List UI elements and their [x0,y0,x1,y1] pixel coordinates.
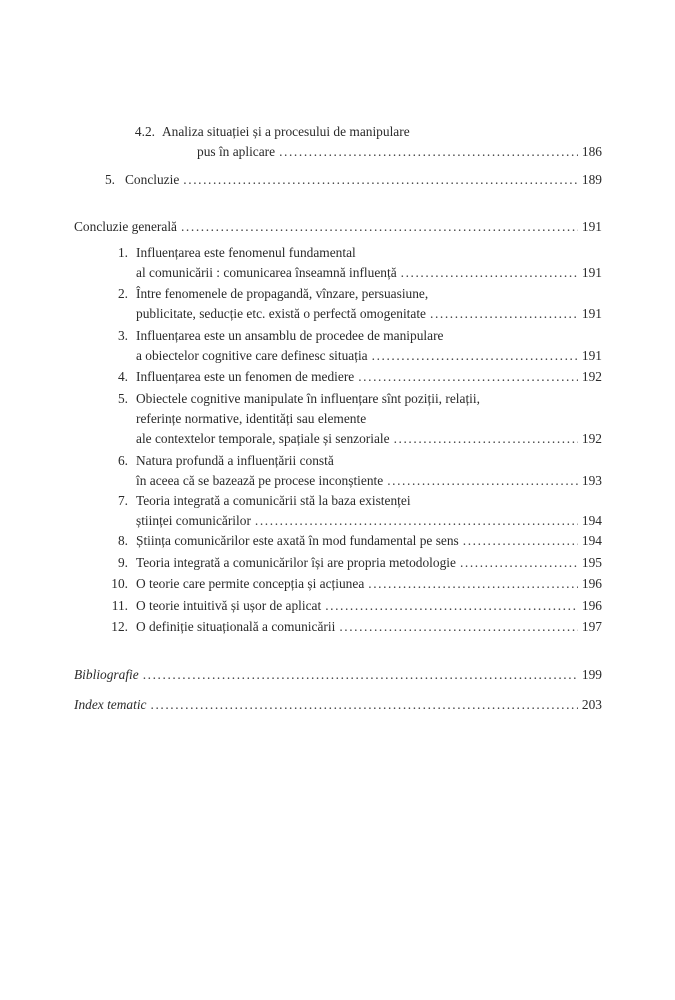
toc-line [0,553,675,573]
toc-page: 196 [581,598,602,613]
toc-line [0,471,675,491]
toc-dots [372,346,578,366]
toc-title: a obiectelor cognitive care definesc situația [136,348,368,363]
toc-dots [339,617,578,637]
toc-line [0,346,675,366]
toc-line [0,665,675,685]
toc-leader-line [74,665,602,685]
toc-title: Index tematic [74,697,147,712]
toc-line [0,596,675,616]
toc-entry [0,170,675,190]
toc-number: 1. [117,245,128,260]
toc-line [0,122,675,142]
toc-number: 12. [111,619,128,634]
toc-line [0,409,675,429]
toc-dots [460,553,578,573]
toc-page: 197 [581,619,602,634]
toc-page: 192 [581,431,602,446]
toc-line [0,389,675,409]
toc-page: 193 [581,473,602,488]
toc-title: Natura profundă a influențării constă [136,453,334,468]
toc-leader-line [74,695,602,715]
toc-page: 191 [581,306,602,321]
toc-entry [0,326,675,366]
toc-entry [0,617,675,637]
toc-entry [0,451,675,491]
toc-entry [0,531,675,551]
toc-line [0,304,675,324]
toc-title: O teorie intuitivă și ușor de aplicat [136,598,322,613]
toc-line [0,511,675,531]
toc-leader-line [136,617,602,637]
toc-title: Concluzie [125,172,180,187]
toc-entry [0,695,675,715]
toc-leader-line [136,574,602,594]
toc-dots [401,263,578,283]
toc-line [0,451,675,471]
toc-leader-line [136,596,602,616]
toc-title: Analiza situației și a procesului de manipulare [162,124,410,139]
toc-title: al comunicării : comunicarea înseamnă influență [136,265,397,280]
toc-leader-line [136,531,602,551]
toc-title: Teoria integrată a comunicării stă la baza existenței [136,493,411,508]
toc-page: 191 [581,348,602,363]
toc-title: Influențarea este un ansamblu de procedee de manipulare [136,328,444,343]
toc-number: 3. [117,328,128,343]
toc-leader-line [125,170,602,190]
toc-dots [430,304,578,324]
toc-dots [387,471,578,491]
toc-leader-line [136,367,602,387]
toc-number: 5. [104,172,115,187]
toc-title: Concluzie generală [74,219,177,234]
toc-number: 11. [111,598,128,613]
toc-title: Influențarea este un fenomen de mediere [136,369,355,384]
toc-title: științei comunicărilor [136,513,251,528]
toc-leader-line [136,304,602,324]
toc-entry [0,596,675,616]
toc-number: 6. [117,453,128,468]
toc-page: 189 [581,172,602,187]
toc-entry [0,284,675,324]
toc-leader-line [74,217,602,237]
toc-leader-line [136,429,602,449]
toc-dots [183,170,578,190]
toc-title: în aceea că se bazează pe procese inconștiente [136,473,384,488]
toc-dots [181,217,578,237]
toc-leader-line [136,346,602,366]
toc-line [0,284,675,304]
toc-line [0,429,675,449]
toc-page: 199 [581,667,602,682]
toc-entry [0,122,675,162]
toc-page: 186 [581,144,602,159]
toc-line [0,574,675,594]
toc-title: referințe normative, identități sau elemente [136,411,367,426]
toc-leader-line [197,142,602,162]
toc-line [0,695,675,715]
toc-leader-line [136,511,602,531]
toc-leader-line [136,263,602,283]
toc-entry [0,553,675,573]
toc-dots [151,695,578,715]
toc-page: 196 [581,576,602,591]
toc-entry [0,665,675,685]
toc-number: 9. [117,555,128,570]
toc-dots [463,531,578,551]
toc-leader-line [136,471,602,491]
toc-page: 195 [581,555,602,570]
toc-title: Bibliografie [74,667,139,682]
toc-title: pus în aplicare [197,144,276,159]
toc-leader-line [136,553,602,573]
toc-title: O definiție situațională a comunicării [136,619,336,634]
toc-line [0,326,675,346]
toc-dots [394,429,578,449]
toc-title: Știința comunicărilor este axată în mod fundamental pe sens [136,533,459,548]
toc-number: 8. [117,533,128,548]
toc-dots [358,367,578,387]
toc-dots [325,596,578,616]
toc-entry [0,574,675,594]
toc-entry [0,367,675,387]
toc-title: O teorie care permite concepția și acțiunea [136,576,365,591]
toc-dots [143,665,578,685]
toc-line [0,243,675,263]
toc-dots [368,574,578,594]
toc-line [0,367,675,387]
toc-page: 194 [581,513,602,528]
toc-line [0,531,675,551]
toc-number: 7. [117,493,128,508]
toc-dots [255,511,578,531]
toc-entry [0,217,675,237]
toc-line [0,491,675,511]
toc-entry [0,389,675,449]
toc-number: 4. [117,369,128,384]
toc-number: 4.2. [134,124,155,139]
toc-line [0,142,675,162]
toc-page: 191 [581,219,602,234]
toc-entry [0,243,675,283]
toc-line [0,217,675,237]
toc-title: Între fenomenele de propagandă, vînzare, persuasiune, [136,286,429,301]
toc-line [0,170,675,190]
toc-line [0,263,675,283]
toc-number: 10. [111,576,128,591]
toc-title: Influențarea este fenomenul fundamental [136,245,356,260]
toc-title: ale contextelor temporale, spațiale și senzoriale [136,431,390,446]
toc-dots [279,142,578,162]
toc-page: 192 [581,369,602,384]
toc-title: publicitate, seducție etc. există o perfectă omogenitate [136,306,427,321]
toc-page: 191 [581,265,602,280]
toc-number: 5. [117,391,128,406]
toc-line [0,617,675,637]
toc-page: 203 [581,697,602,712]
toc-entry [0,491,675,531]
toc-title: Obiectele cognitive manipulate în influențare sînt poziții, relații, [136,391,480,406]
toc-page: 194 [581,533,602,548]
toc-number: 2. [117,286,128,301]
toc-title: Teoria integrată a comunicărilor își are propria metodologie [136,555,456,570]
